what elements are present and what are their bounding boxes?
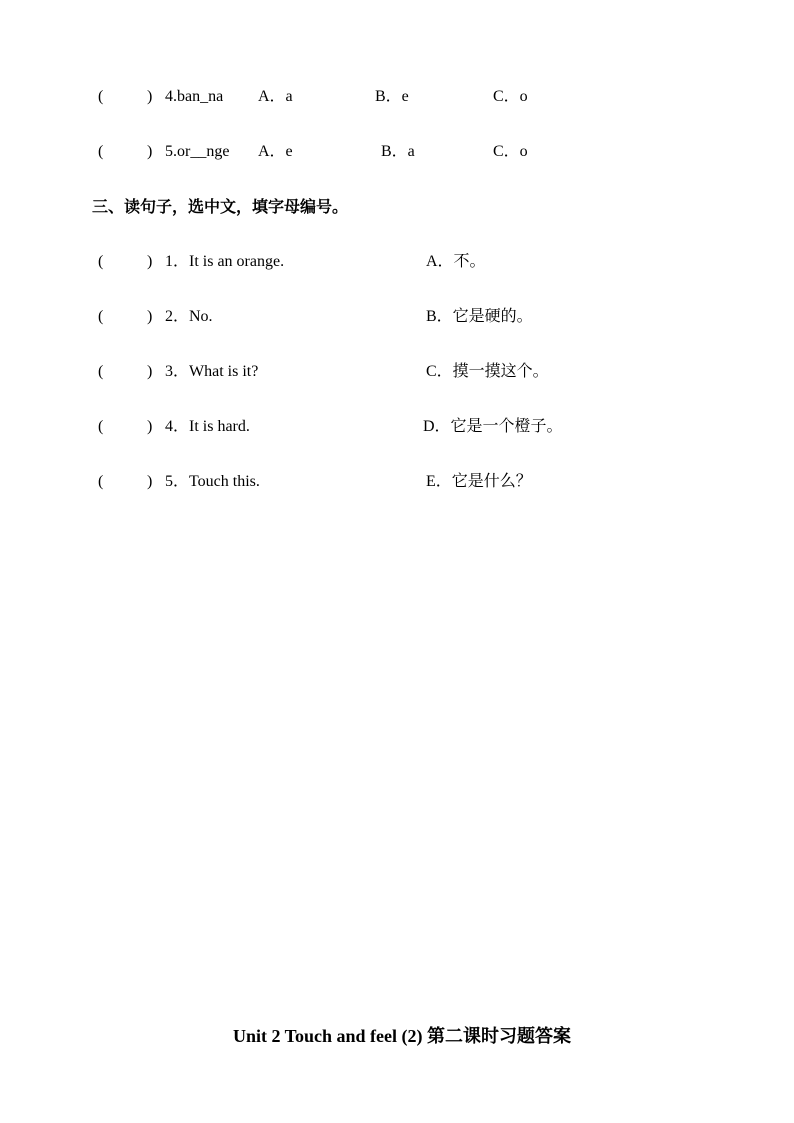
answer-bracket-open: ( [98, 308, 104, 325]
english-sentence: 3．What is it? [165, 363, 259, 380]
answer-bracket-close: ) [147, 143, 153, 160]
answer-bracket-open: ( [98, 363, 104, 380]
option-a: A．e [258, 143, 293, 160]
chinese-choice: B．它是硬的。 [426, 308, 533, 325]
fill-letter-item-5 [0, 140, 794, 164]
option-c: C．o [493, 88, 528, 105]
answer-bracket-open: ( [98, 473, 104, 490]
option-a: A．a [258, 88, 293, 105]
option-b: B．a [381, 143, 415, 160]
section-3-title: 三、读句子，选中文，填字母编号。 [92, 199, 349, 216]
answer-bracket-open: ( [98, 418, 104, 435]
option-c: C．o [493, 143, 528, 160]
matching-item-5 [0, 470, 794, 494]
english-sentence: 5．Touch this. [165, 473, 260, 490]
answer-bracket-close: ) [147, 88, 153, 105]
answer-bracket-close: ) [147, 418, 153, 435]
answer-bracket-open: ( [98, 143, 104, 160]
answer-bracket-close: ) [147, 253, 153, 270]
english-sentence: 2．No. [165, 308, 213, 325]
chinese-choice: C．摸一摸这个。 [426, 363, 549, 380]
english-sentence: 1．It is an orange. [165, 253, 285, 270]
chinese-choice: D．它是一个橙子。 [423, 418, 563, 435]
chinese-choice: A．不。 [426, 253, 486, 270]
answer-bracket-close: ) [147, 363, 153, 380]
question-word: 4.ban_na [165, 88, 224, 105]
question-word: 5.or__nge [165, 143, 230, 160]
matching-item-4 [0, 415, 794, 439]
answer-bracket-close: ) [147, 308, 153, 325]
answer-bracket-close: ) [147, 473, 153, 490]
fill-letter-item-4 [0, 85, 794, 109]
english-sentence: 4．It is hard. [165, 418, 250, 435]
matching-item-2 [0, 305, 794, 329]
matching-item-1 [0, 250, 794, 274]
chinese-choice: E．它是什么？ [426, 473, 532, 490]
answer-key-heading: Unit 2 Touch and feel (2) 第二课时习题答案 [232, 1026, 572, 1046]
answer-bracket-open: ( [98, 253, 104, 270]
matching-item-3 [0, 360, 794, 384]
answer-bracket-open: ( [98, 88, 104, 105]
option-b: B．e [375, 88, 409, 105]
